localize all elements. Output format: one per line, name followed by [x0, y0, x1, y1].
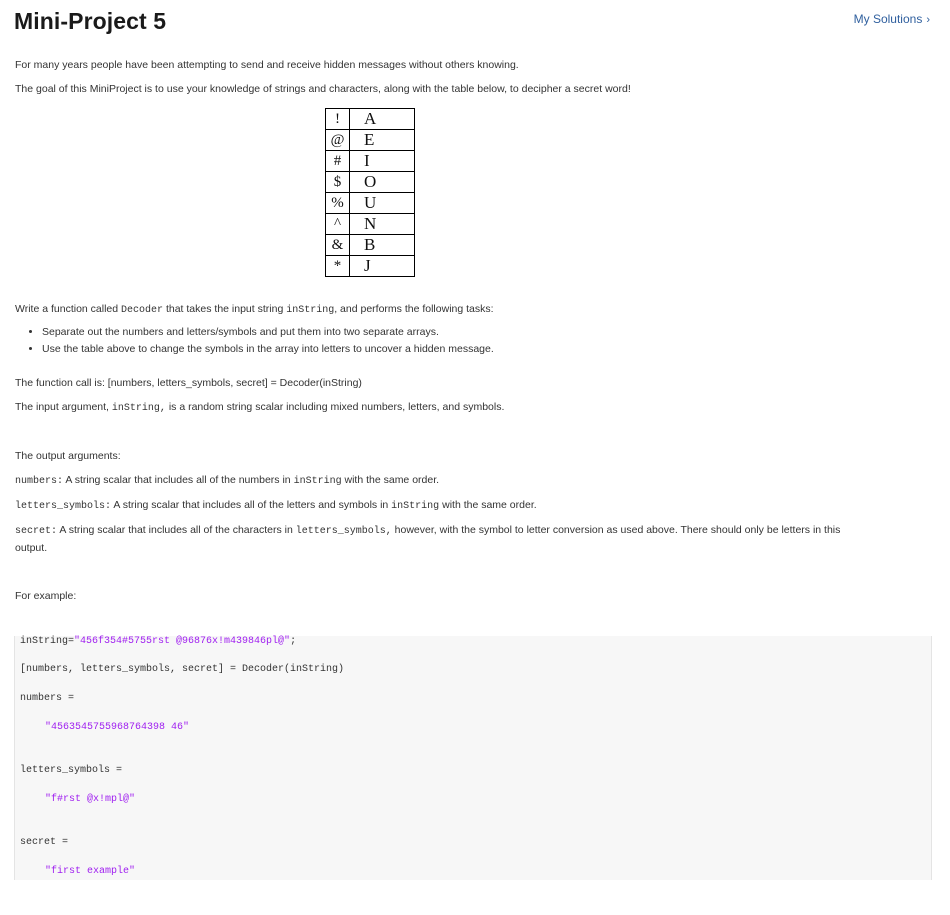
write-mid: that takes the input string — [163, 303, 287, 315]
page-title: Mini-Project 5 — [14, 8, 167, 34]
example-code-block — [14, 636, 932, 880]
list-item: • Separate out the numbers and letters/symbols and put them into two separate arrays. — [42, 324, 494, 341]
code-instring-value: "456f354#5755rst @96876x!m439846pl@" — [74, 636, 291, 647]
task-list — [24, 324, 494, 358]
symbol-cell: * — [326, 256, 350, 277]
input-post: is a random string scalar including mixed numbers, letters, and symbols. — [165, 401, 505, 413]
letters-symbols-code: letters_symbols: — [15, 501, 112, 512]
code-line-call: [numbers, letters_symbols, secret] = Decoder(inString) — [20, 664, 345, 675]
example-heading: For example: — [15, 590, 77, 602]
letter-cell: I — [350, 151, 415, 172]
my-solutions-link[interactable] — [854, 12, 930, 26]
function-name-code: Decoder — [121, 305, 164, 316]
code-line-secret-value: "first example" — [45, 866, 136, 877]
letter-cell: J — [350, 256, 415, 277]
table-row — [326, 235, 415, 256]
symbol-cell: # — [326, 151, 350, 172]
symbol-cell: $ — [326, 172, 350, 193]
letter-cell: O — [350, 172, 415, 193]
table-row — [326, 172, 415, 193]
secret-arg-code: letters_symbols, — [295, 526, 392, 537]
numbers-pre: A string scalar that includes all of the numbers in — [63, 474, 294, 486]
intro-paragraph-1: For many years people have been attempting to send and receive hidden messages without others knowing. — [15, 59, 519, 71]
code-line-numbers-label: numbers = — [20, 693, 75, 704]
symbol-letter-table — [325, 108, 415, 277]
code-line-instring — [20, 636, 296, 647]
table-row — [326, 109, 415, 130]
secret-code: secret: — [15, 526, 58, 537]
code-line-secret-label: secret = — [20, 837, 69, 848]
write-pre: Write a function called — [15, 303, 122, 315]
table-row — [326, 193, 415, 214]
write-post: , and performs the following tasks: — [334, 303, 494, 315]
my-solutions-label[interactable]: My Solutions — [853, 12, 923, 26]
numbers-post: with the same order. — [341, 474, 440, 486]
symbol-cell: % — [326, 193, 350, 214]
secret-post: however, with the symbol to letter conversion as used above. There should only be letters in this — [391, 524, 841, 536]
symbol-cell: ! — [326, 109, 350, 130]
function-call-paragraph: The function call is: [numbers, letters_symbols, secret] = Decoder(inString) — [15, 377, 362, 389]
symbol-cell: ^ — [326, 214, 350, 235]
letters-pre: A string scalar that includes all of the letters and symbols in — [111, 499, 392, 511]
secret-pre: A string scalar that includes all of the characters in — [57, 524, 296, 536]
table-row — [326, 256, 415, 277]
input-pre: The input argument, — [15, 401, 112, 413]
letter-cell: U — [350, 193, 415, 214]
letter-cell: N — [350, 214, 415, 235]
table-row — [326, 214, 415, 235]
output-secret-continued: output. — [15, 542, 48, 554]
intro-paragraph-2: The goal of this MiniProject is to use your knowledge of strings and characters, along with the table below, to decipher a secret word! — [15, 83, 631, 95]
table-row — [326, 151, 415, 172]
letter-cell: B — [350, 235, 415, 256]
numbers-code: numbers: — [15, 476, 64, 487]
code-line-numbers-value: "4563545755968764398 46" — [45, 722, 190, 733]
letter-cell: A — [350, 109, 415, 130]
code-instring-var: inString= — [20, 636, 75, 647]
letters-arg-code: inString — [391, 501, 440, 512]
list-item: • Use the table above to change the symbols in the array into letters to uncover a hidden message. — [42, 341, 494, 358]
symbol-cell: @ — [326, 130, 350, 151]
output-heading: The output arguments: — [15, 450, 121, 462]
write-function-paragraph — [15, 301, 494, 319]
letter-cell: E — [350, 130, 415, 151]
output-secret — [15, 522, 840, 540]
symbol-cell: & — [326, 235, 350, 256]
numbers-arg-code: inString — [293, 476, 342, 487]
table-row — [326, 130, 415, 151]
output-numbers — [15, 472, 439, 490]
instring-code: inString — [286, 305, 335, 316]
chevron-right-icon: › — [926, 14, 930, 26]
letters-post: with the same order. — [439, 499, 537, 511]
input-argument-paragraph — [15, 399, 504, 417]
input-arg-code: inString, — [111, 403, 166, 414]
code-semicolon: ; — [290, 636, 297, 647]
output-letters-symbols — [15, 497, 537, 515]
code-line-letters-label: letters_symbols = — [20, 765, 123, 776]
code-line-letters-value: "f#rst @x!mpl@" — [45, 794, 136, 805]
